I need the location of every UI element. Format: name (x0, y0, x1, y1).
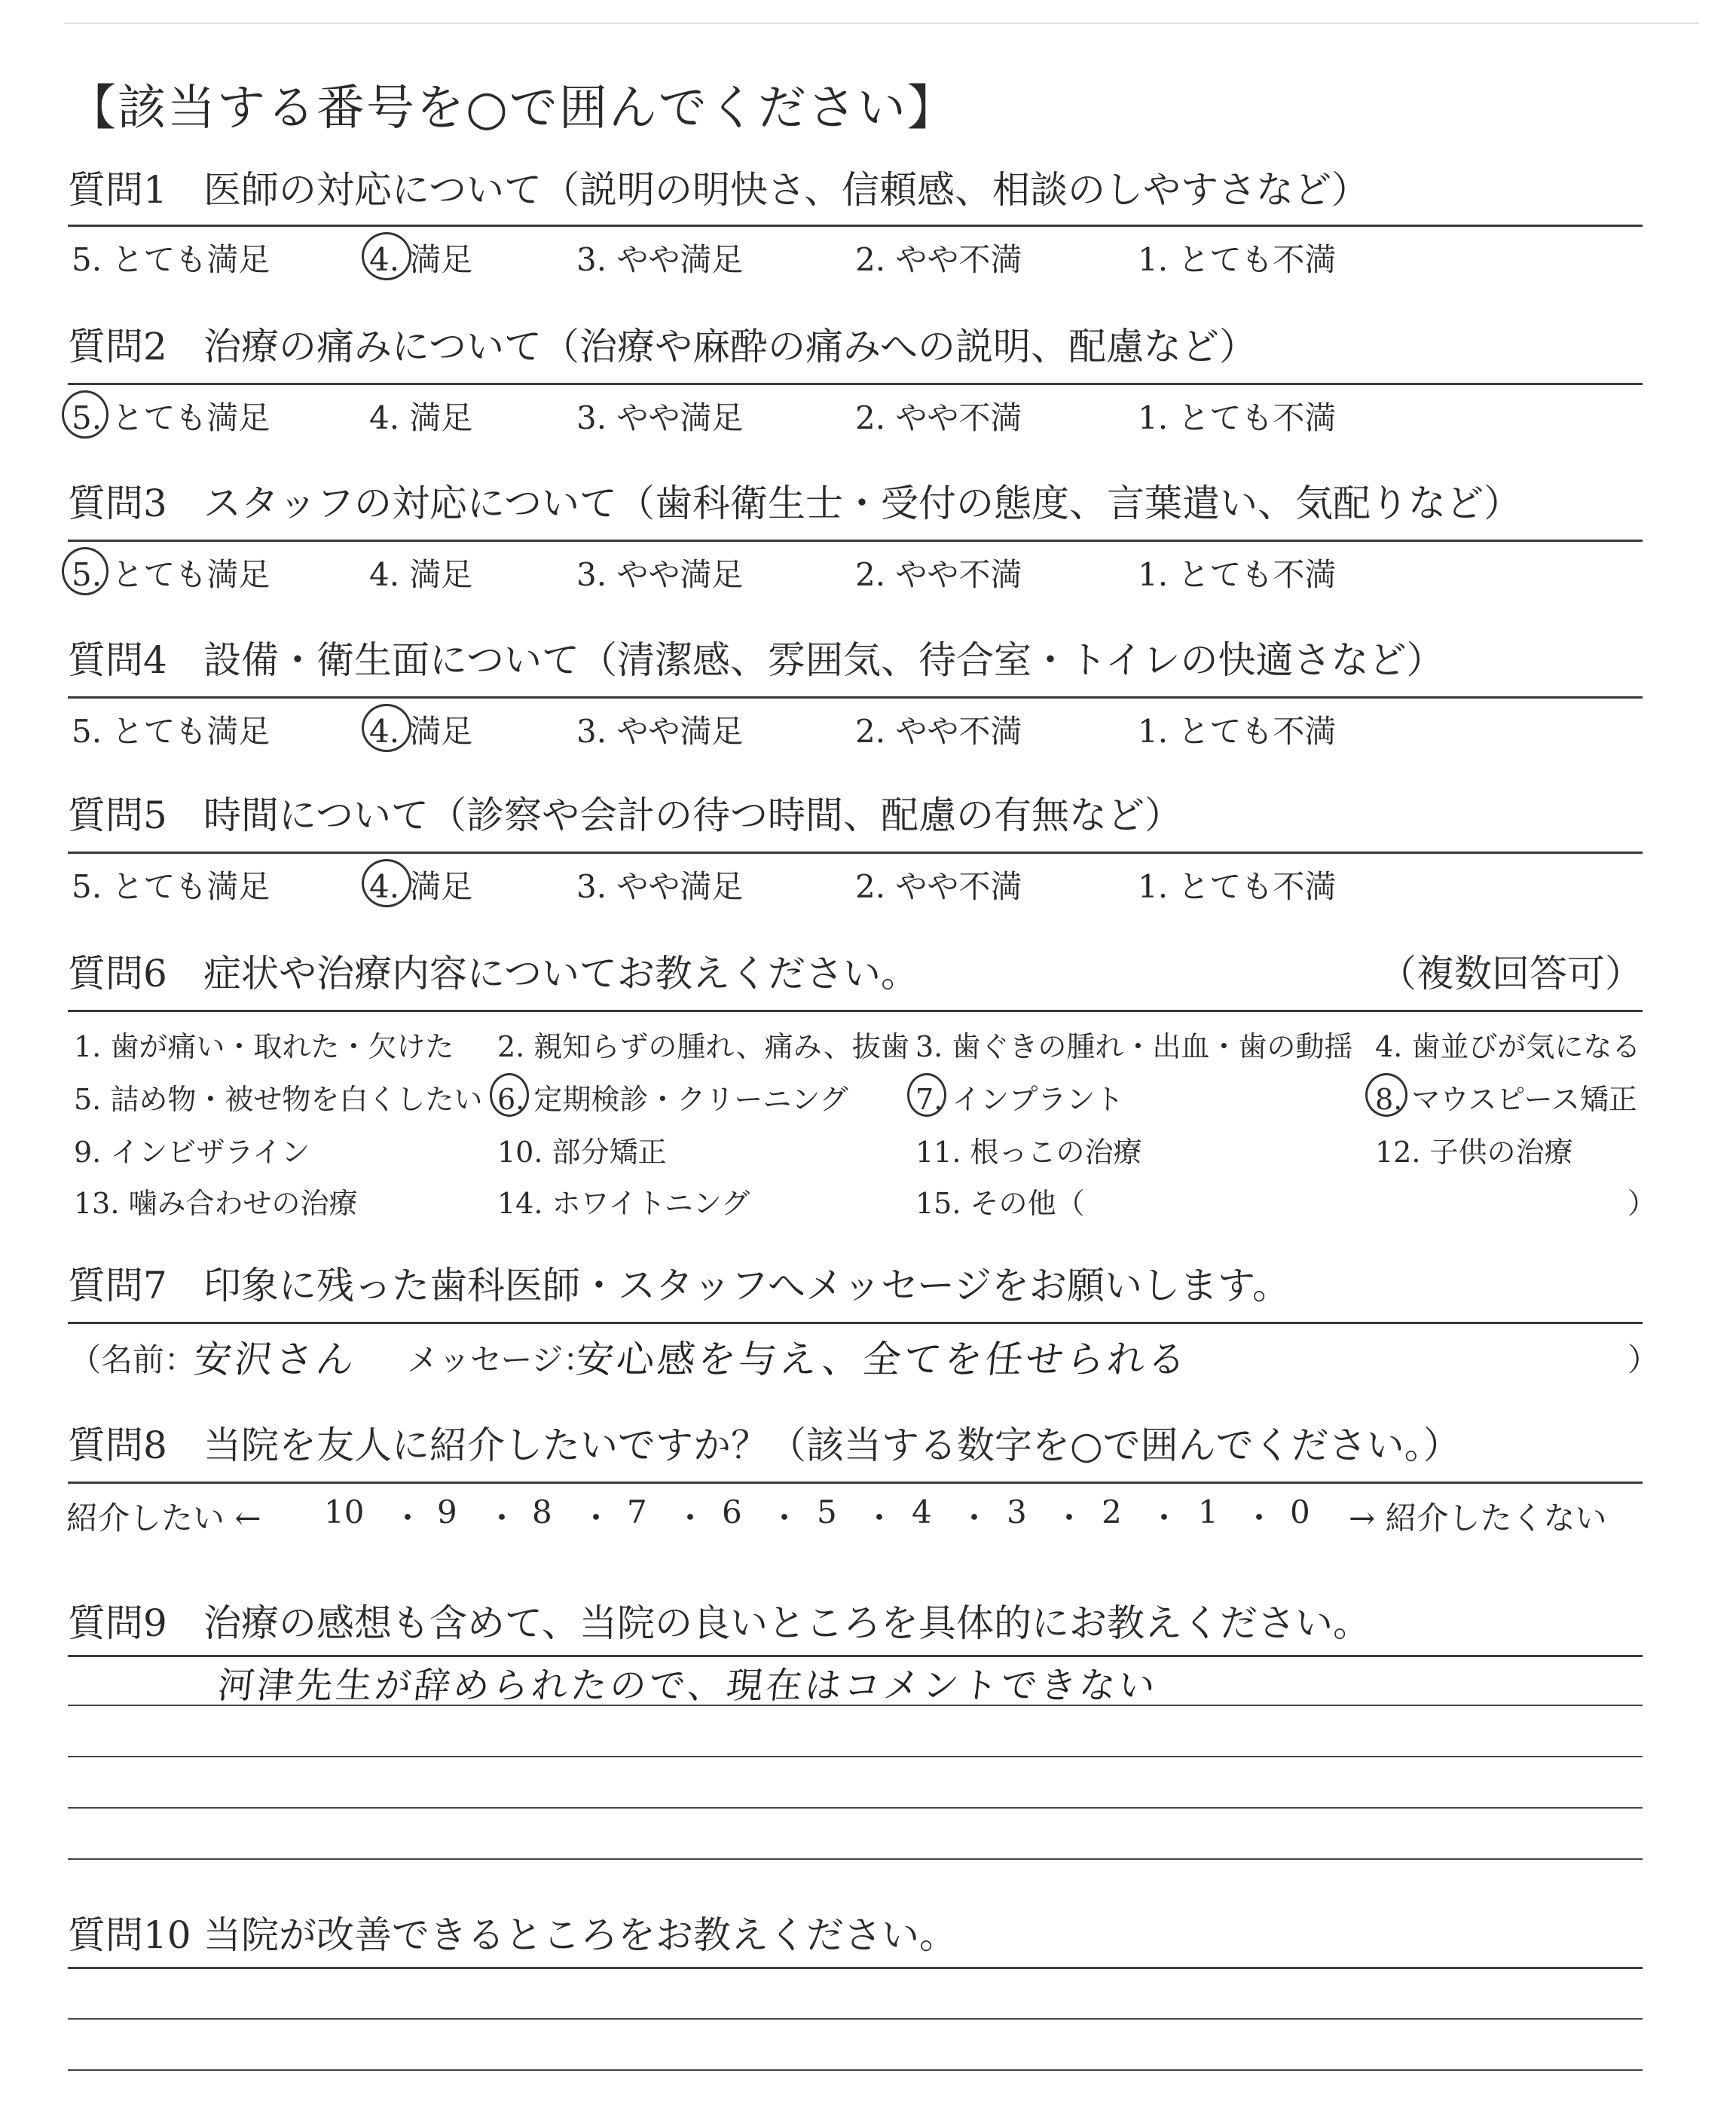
answer-line (68, 2018, 1643, 2020)
score-4[interactable]: 4 (912, 1494, 932, 1531)
score-2[interactable]: 2 (1102, 1494, 1122, 1531)
question-number: 質問2 (68, 325, 167, 368)
score-7[interactable]: 7 (627, 1494, 647, 1531)
question-5 (68, 793, 1643, 846)
rating-4[interactable]: 4. 満足 (369, 556, 473, 593)
treatment-option[interactable]: 4. 歯並びが気になる (1375, 1030, 1641, 1063)
rating-1[interactable]: 1. とても不満 (1138, 241, 1337, 278)
question-rule (68, 1322, 1643, 1324)
question-rule (68, 1010, 1643, 1012)
answer-line (68, 1756, 1643, 1757)
question-2 (68, 324, 1643, 377)
rating-1[interactable]: 1. とても不満 (1138, 556, 1337, 593)
rating-1[interactable]: 1. とても不満 (1138, 713, 1337, 750)
treatment-option[interactable]: 2. 親知らずの腫れ、痛み、抜歯 (497, 1030, 909, 1063)
rating-3[interactable]: 3. やや満足 (576, 868, 744, 905)
treatment-option[interactable]: 11. 根っこの治療 (915, 1136, 1142, 1169)
multiple-answers-note: （複数回答可） (1379, 952, 1643, 995)
rating-1[interactable]: 1. とても不満 (1138, 868, 1337, 905)
question-text: 治療の感想も含めて、当院の良いところを具体的にお教えください。 (203, 1601, 1371, 1645)
rating-3[interactable]: 3. やや満足 (576, 556, 744, 593)
rating-5[interactable]: 5. とても満足 (72, 868, 270, 905)
rating-5[interactable]: 5. とても満足 (72, 556, 270, 593)
question-1 (68, 167, 1643, 220)
scale-dot: ・ (674, 1500, 707, 1537)
treatment-option[interactable]: 13. 噛み合わせの治療 (74, 1187, 358, 1220)
score-0[interactable]: 0 (1290, 1494, 1310, 1531)
message-label: メッセージ： (407, 1341, 595, 1378)
question-text: 当院を友人に紹介したいですか？（該当する数字を○で囲んでください。） (203, 1423, 1461, 1467)
rating-5[interactable]: 5. とても満足 (72, 399, 270, 436)
question-6 (68, 951, 1643, 1004)
question-number: 質問7 (68, 1264, 167, 1307)
treatment-option[interactable]: 7. インプラント (915, 1083, 1124, 1116)
question-rule (68, 1482, 1643, 1484)
selection-circle-mark (490, 1073, 529, 1117)
rating-5[interactable]: 5. とても満足 (72, 241, 270, 278)
question-text: 症状や治療内容についてお教えください。 (203, 952, 918, 995)
rating-4[interactable]: 4. 満足 (369, 713, 473, 750)
selection-circle-mark (907, 1073, 946, 1117)
scale-dot: ・ (958, 1500, 991, 1537)
question-text: 治療の痛みについて（治療や麻酔の痛みへの説明、配慮など） (203, 325, 1257, 368)
question-number: 質問5 (68, 794, 167, 837)
rating-4[interactable]: 4. 満足 (369, 241, 473, 278)
question-number: 質問4 (68, 638, 167, 682)
question-7 (68, 1263, 1643, 1316)
question-rule (68, 225, 1643, 227)
rating-1[interactable]: 1. とても不満 (1138, 399, 1337, 436)
question-4 (68, 638, 1643, 690)
answer-line (68, 1807, 1643, 1809)
question-rule (68, 383, 1643, 385)
top-border (64, 23, 1699, 24)
question-text: 設備・衛生面について（清潔感、雰囲気、待合室・トイレの快適さなど） (203, 638, 1444, 682)
scale-dot: ・ (486, 1500, 518, 1537)
score-5[interactable]: 5 (817, 1494, 837, 1531)
question-10 (68, 1913, 1643, 1965)
selection-circle-mark (362, 859, 411, 907)
referral-right-label: → 紹介したくない (1349, 1500, 1607, 1537)
answer-line (68, 1705, 1643, 1706)
scale-dot: ・ (580, 1500, 613, 1537)
selection-circle-mark (62, 547, 108, 595)
treatment-option[interactable]: 12. 子供の治療 (1375, 1136, 1573, 1169)
score-8[interactable]: 8 (532, 1494, 552, 1531)
instructions-header: 【該当する番号を○で囲んでください】 (68, 81, 957, 136)
question-rule (68, 1967, 1643, 1969)
scale-dot: ・ (1243, 1500, 1276, 1537)
question-number: 質問6 (68, 952, 167, 995)
question-text: 時間について（診察や会計の待つ時間、配慮の有無など） (203, 794, 1182, 837)
selection-circle-mark (1365, 1073, 1407, 1117)
question-text: 印象に残った歯科医師・スタッフへメッセージをお願いします。 (203, 1264, 1290, 1307)
name-handwritten[interactable]: 安沢さん (191, 1338, 359, 1381)
question-9 (68, 1601, 1643, 1653)
rating-2[interactable]: 2. やや不満 (855, 241, 1022, 278)
scale-dot: ・ (1148, 1500, 1181, 1537)
rating-4[interactable]: 4. 満足 (369, 399, 473, 436)
rating-3[interactable]: 3. やや満足 (576, 241, 744, 278)
scale-dot: ・ (863, 1500, 896, 1537)
treatment-option[interactable]: 14. ホワイトニング (497, 1187, 750, 1220)
other-close-paren: ） (1628, 1187, 1657, 1220)
score-3[interactable]: 3 (1007, 1494, 1027, 1531)
question-3 (68, 481, 1643, 534)
score-9[interactable]: 9 (437, 1494, 457, 1531)
selection-circle-mark (362, 704, 411, 752)
rating-3[interactable]: 3. やや満足 (576, 713, 744, 750)
selection-circle-mark (362, 232, 411, 280)
q9-handwritten-answer[interactable]: 河津先生が辞められたので、現在はコメントできない (215, 1665, 1160, 1707)
question-text: 当院が改善できるところをお教えください。 (203, 1913, 957, 1957)
treatment-option[interactable]: 5. 詰め物・被せ物を白くしたい (74, 1083, 483, 1116)
question-number: 質問10 (68, 1913, 191, 1957)
score-10[interactable]: 10 (324, 1494, 365, 1531)
rating-2[interactable]: 2. やや不満 (855, 713, 1022, 750)
question-number: 質問9 (68, 1601, 167, 1645)
treatment-option[interactable]: 8. マウスピース矯正 (1375, 1083, 1637, 1116)
treatment-option[interactable]: 6. 定期検診・クリーニング (497, 1083, 848, 1116)
question-number: 質問8 (68, 1423, 167, 1467)
treatment-option[interactable]: 3. 歯ぐきの腫れ・出血・歯の動揺 (915, 1030, 1353, 1063)
question-rule (68, 696, 1643, 699)
answer-line (68, 1858, 1643, 1860)
scale-dot: ・ (1053, 1500, 1086, 1537)
treatment-option[interactable]: 1. 歯が痛い・取れた・欠けた (74, 1030, 454, 1063)
treatment-option[interactable]: 15. その他（ (915, 1187, 1085, 1220)
answer-line (68, 2069, 1643, 2071)
rating-5[interactable]: 5. とても満足 (72, 713, 270, 750)
question-8 (68, 1423, 1643, 1475)
scale-dot: ・ (392, 1500, 424, 1537)
question-text: 医師の対応について（説明の明快さ、信頼感、相談のしやすさなど） (203, 168, 1369, 212)
scale-dot: ・ (769, 1500, 801, 1537)
rating-2[interactable]: 2. やや不満 (855, 868, 1022, 905)
rating-2[interactable]: 2. やや不満 (855, 399, 1022, 436)
selection-circle-mark (62, 390, 108, 439)
question-rule (68, 852, 1643, 854)
referral-left-label: 紹介したい ← (66, 1500, 261, 1537)
question-number: 質問1 (68, 168, 167, 212)
score-1[interactable]: 1 (1198, 1494, 1218, 1531)
score-6[interactable]: 6 (722, 1494, 742, 1531)
question-text: スタッフの対応について（歯科衛生士・受付の態度、言葉遣い、気配りなど） (203, 482, 1521, 525)
question-number: 質問3 (68, 482, 167, 525)
treatment-option[interactable]: 10. 部分矯正 (497, 1136, 667, 1169)
rating-3[interactable]: 3. やや満足 (576, 399, 744, 436)
question-rule (68, 540, 1643, 542)
treatment-option[interactable]: 9. インビザライン (74, 1136, 310, 1169)
rating-4[interactable]: 4. 満足 (369, 868, 473, 905)
rating-2[interactable]: 2. やや不満 (855, 556, 1022, 593)
message-close-paren: ） (1628, 1341, 1660, 1378)
name-label: （名前： (69, 1341, 197, 1378)
message-handwritten[interactable]: 安心感を与え、全てを任せられる (573, 1338, 1191, 1381)
